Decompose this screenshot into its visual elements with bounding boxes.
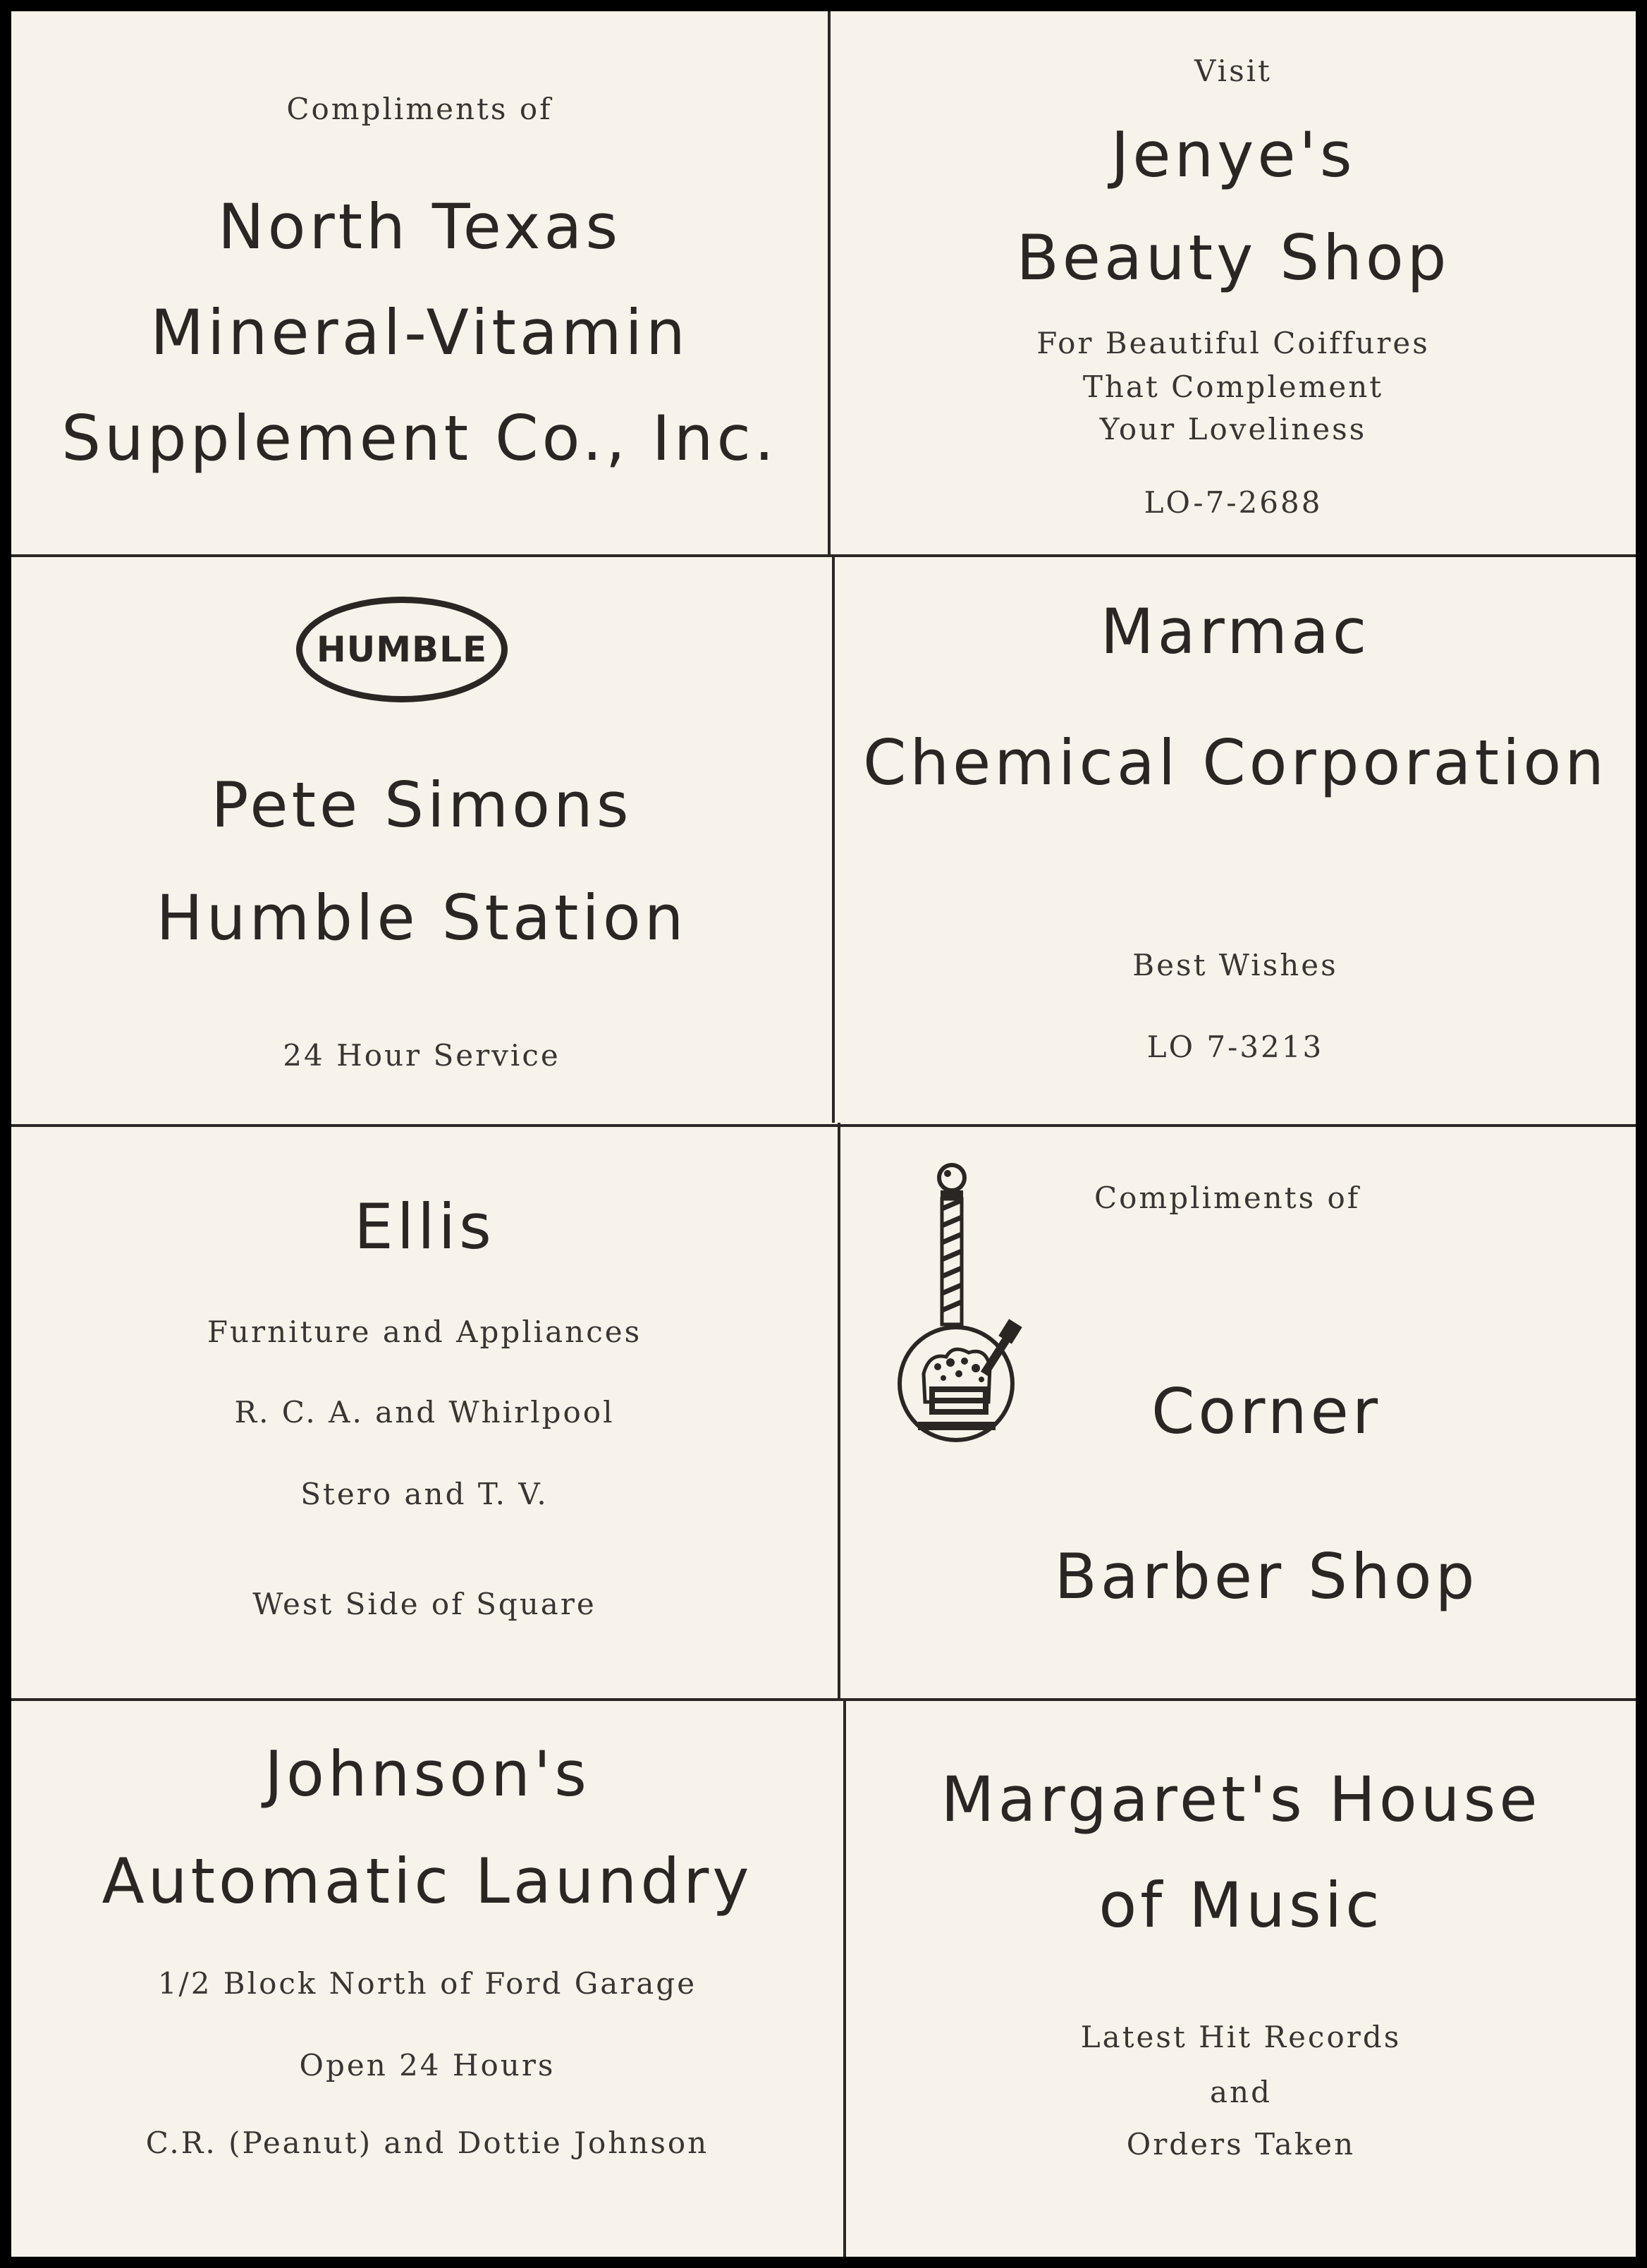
ad-name-line1: Pete Simons [211,769,632,841]
ad-tagline1: For Beautiful Coiffures [1036,326,1430,360]
ad-line3: Orders Taken [1126,2127,1356,2162]
ad-intro: Visit [1194,54,1272,88]
ad-marmac-chemical [835,557,1636,1124]
humble-logo: HUMBLE [296,597,508,702]
ad-north-texas [11,11,828,554]
ad-name-line2: Barber Shop [1054,1540,1478,1613]
ad-line2: R. C. A. and Whirlpool [234,1395,615,1429]
ad-jenye-beauty-shop [831,11,1636,554]
ad-wishes: Best Wishes [1132,948,1338,982]
ad-line1: Latest Hit Records [1080,2020,1402,2054]
ad-name: Ellis [354,1190,495,1263]
ad-line3: C.R. (Peanut) and Dottie Johnson [145,2126,709,2160]
ad-line4: West Side of Square [252,1587,596,1621]
ad-intro: Compliments of [1094,1181,1361,1215]
ad-corner-barber-shop [840,1127,1636,1698]
ad-tagline3: Your Loveliness [1099,412,1367,446]
ad-line1: Furniture and Appliances [207,1315,642,1349]
ad-pete-simons-humble [11,557,832,1124]
ad-name-line1: North Texas [217,190,622,263]
ad-name-line2: Chemical Corporation [862,726,1608,799]
ad-phone: LO-7-2688 [1144,485,1323,520]
ad-name-line2: Beauty Shop [1016,221,1450,294]
ad-line1: 1/2 Block North of Ford Garage [157,1966,697,2001]
ad-name-line2: of Music [1098,1869,1383,1941]
ad-name-line2: Humble Station [156,882,687,954]
ad-line2: and [1210,2075,1272,2109]
ad-name-line2: Mineral-Vitamin [150,296,689,369]
ad-line2: Open 24 Hours [299,2048,556,2083]
ad-tagline2: That Complement [1082,370,1384,404]
ad-name-line1: Marmac [1100,595,1371,668]
ad-name-line1: Corner [1151,1375,1381,1448]
ad-ellis-furniture [11,1127,838,1698]
ad-name-line1: Jenye's [1110,118,1356,191]
ad-line3: Stero and T. V. [300,1477,549,1511]
ad-phone: LO 7-3213 [1146,1030,1324,1064]
ad-service: 24 Hour Service [283,1038,561,1073]
ad-name-line1: Margaret's House [941,1763,1541,1836]
ad-name-line1: Johnson's [264,1738,590,1810]
ad-intro: Compliments of [286,92,553,126]
ad-johnsons-laundry [11,1701,843,2257]
ad-name-line3: Supplement Co., Inc. [61,402,778,475]
ad-margarets-house-of-music [846,1701,1636,2257]
ad-name-line2: Automatic Laundry [102,1845,753,1918]
advertisement-page [11,11,1636,2257]
